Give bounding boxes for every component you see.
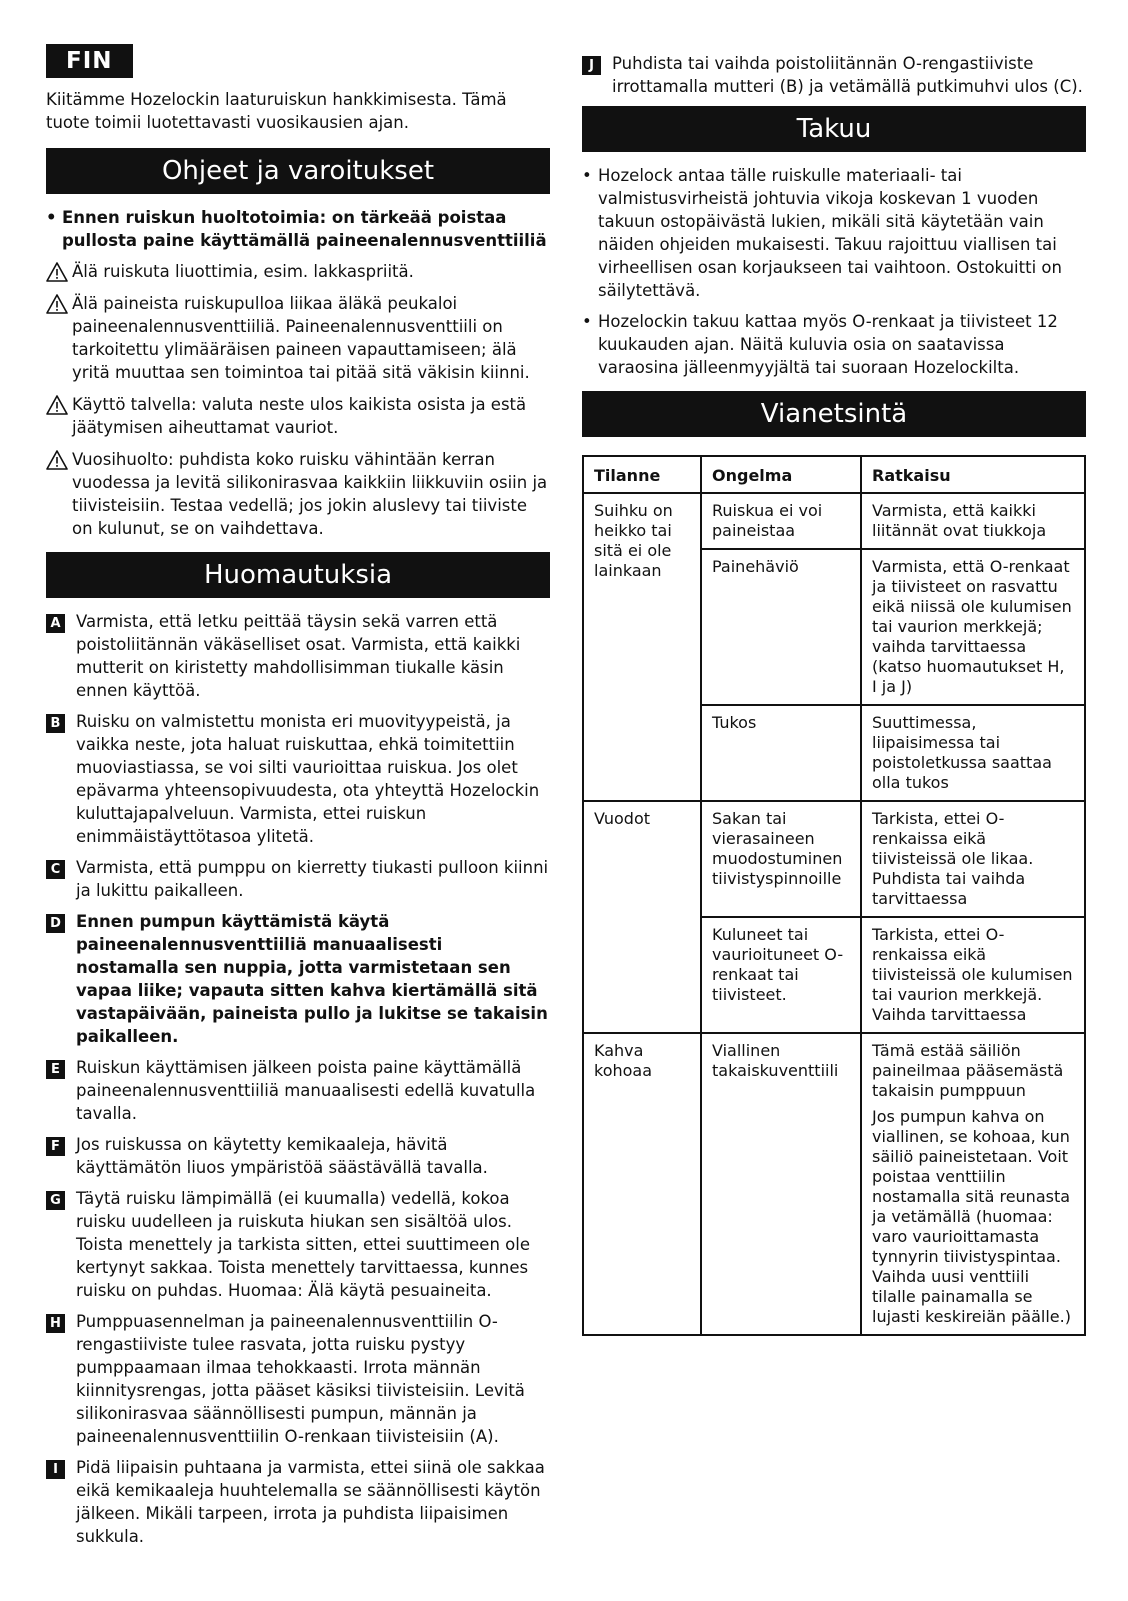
note-text: Täytä ruisku lämpimällä (ei kuumalla) vedellä, kokoa ruisku uudelleen ja ruiskuta hiukan sen sisältöä ulos. Toista menettely ja tarkista sitten, ettei suuttimeen ole kertynyt sakkaa. Toista menettely tarvittaessa, kunnes ruisku on puhdas. Huomaa: Älä käytä pesuaineita. bbox=[76, 1189, 530, 1300]
problem-cell: Kuluneet tai vaurioituneet O-renkaat tai tiivisteet. bbox=[701, 917, 861, 1033]
note-text: Jos ruiskussa on käytetty kemikaaleja, hävitä käyttämätön liuos ympäristöä säästävällä tavalla. bbox=[76, 1135, 488, 1177]
situation-cell: Kahva kohoaa bbox=[583, 1033, 701, 1335]
warning-text: Vuosihuolto: puhdista koko ruisku vähintään kerran vuodessa ja levitä silikonirasvaa kaikkiin liikkuviin osiin ja tiivisteisiin. Testaa vedellä; jos jokin aluslevy tai tiiviste on kulunut, se on vaihdettava. bbox=[72, 450, 548, 538]
warning-triangle-icon bbox=[46, 395, 68, 415]
note-item-j bbox=[582, 52, 1086, 98]
section-title-troubleshooting: Vianetsintä bbox=[582, 391, 1086, 437]
section-title-notes: Huomautuksia bbox=[46, 552, 550, 598]
problem-cell: Viallinen takaiskuventtiili bbox=[701, 1033, 861, 1335]
note-text: Ennen pumpun käyttämistä käytä paineenalennusventtiiliä manuaalisesti nostamalla sen nuppia, jotta varmistetaan sen vapaa liike; vapauta sitten kahva kiertämällä sitä vastapäivään, paineista pullo ja lukitse se takaisin paikalleen. bbox=[76, 912, 548, 1046]
column-header-solution: Ratkaisu bbox=[861, 456, 1085, 493]
column-header-situation: Tilanne bbox=[583, 456, 701, 493]
note-letter: F bbox=[46, 1137, 65, 1156]
note-text: Varmista, että letku peittää täysin sekä varren että poistoliitännän väkäselliset osat. Varmista, että kaikki mutterit on kiristetty mahdollisimman tiukalle käsin ennen käyttöä. bbox=[76, 612, 521, 700]
note-text: Pumppuasennelman ja paineenalennusventtiilin O-rengastiiviste tulee rasvata, jotta ruisku pystyy pumppaamaan ilmaa tehokkaasti. Irrota männän kiinnitysrengas, jotta pääset käsiksi tiivisteisiin. Levitä silikonirasvaa säännöllisesti pumpun, männän ja paineenalennusventtiilin O-renkaan tiivisteisiin (A). bbox=[76, 1312, 525, 1446]
note-item-h bbox=[46, 1310, 550, 1448]
column-header-problem: Ongelma bbox=[701, 456, 861, 493]
note-item-b bbox=[46, 710, 550, 848]
section-title-instructions: Ohjeet ja varoitukset bbox=[46, 148, 550, 194]
problem-cell: Ruiskua ei voi paineistaa bbox=[701, 493, 861, 549]
warning-text: Käyttö talvella: valuta neste ulos kaikista osista ja estä jäätymisen aiheuttamat vauriot. bbox=[72, 395, 527, 437]
note-letter: E bbox=[46, 1060, 65, 1079]
note-item-e bbox=[46, 1056, 550, 1125]
left-column bbox=[46, 44, 550, 1556]
right-column bbox=[582, 52, 1086, 1336]
warning-text: Älä ruiskuta liuottimia, esim. lakkaspriitä. bbox=[72, 262, 414, 281]
intro-text: Kiitämme Hozelockin laaturuiskun hankkimisesta. Tämä tuote toimii luotettavasti vuosikausien ajan. bbox=[46, 90, 507, 132]
solution-text: Tämä estää säiliön paineilmaa pääsemästä takaisin pumppuun bbox=[872, 1041, 1064, 1100]
note-text: Ruiskun käyttämisen jälkeen poista paine käyttämällä paineenalennusventtiiliä manuaalisesti edellä kuvatulla tavalla. bbox=[76, 1058, 536, 1123]
note-item-g bbox=[46, 1187, 550, 1302]
instruction-bullet: • Ennen ruiskun huoltotoimia: on tärkeää poistaa pullosta paine käyttämällä paineenalennusventtiiliä bbox=[46, 206, 550, 252]
warning-text: Älä paineista ruiskupulloa liikaa äläkä peukaloi paineenalennusventtiiliä. Paineenalennusventtiili on tarkoitettu ylimääräisen paineen vapauttamiseen; älä yritä muuttaa sen toimintoa tai pitää sitä väkisin kiinni. bbox=[72, 294, 530, 382]
solution-cell: Tarkista, ettei O-renkaissa eikä tiivisteissä ole kulumisen tai vaurion merkkejä. Vaihda tarvittaessa bbox=[861, 917, 1085, 1033]
note-letter: G bbox=[46, 1191, 65, 1210]
section-title-warranty: Takuu bbox=[582, 106, 1086, 152]
table-row bbox=[583, 801, 1085, 917]
note-text: Varmista, että pumppu on kierretty tiukasti pulloon kiinni ja lukittu paikalleen. bbox=[76, 858, 549, 900]
note-item-a bbox=[46, 610, 550, 702]
solution-cell: Suuttimessa, liipaisimessa tai poistoletkussa saattaa olla tukos bbox=[861, 705, 1085, 801]
situation-cell: Suihku on heikko tai sitä ei ole lainkaan bbox=[583, 493, 701, 801]
warning-item bbox=[46, 260, 550, 283]
note-text: Puhdista tai vaihda poistoliitännän O-rengastiiviste irrottamalla mutteri (B) ja vetämällä putkimuhvi ulos (C). bbox=[612, 54, 1083, 96]
solution-cell: Varmista, että O-renkaat ja tiivisteet on rasvattu eikä niissä ole kulumisen tai vaurion merkkejä; vaihda tarvittaessa (katso huomautukset H, I ja J) bbox=[861, 549, 1085, 705]
warning-triangle-icon bbox=[46, 262, 68, 282]
note-text: Pidä liipaisin puhtaana ja varmista, ettei siinä ole sakkaa eikä kemikaaleja huuhtelemalla se säännöllisesti käytön jälkeen. Mikäli tarpeen, irrota ja puhdista liipaisimen sukkula. bbox=[76, 1458, 545, 1546]
note-item-f bbox=[46, 1133, 550, 1179]
troubleshooting-table bbox=[582, 455, 1086, 1336]
note-item-i bbox=[46, 1456, 550, 1548]
table-row bbox=[583, 1033, 1085, 1335]
problem-cell: Sakan tai vierasaineen muodostuminen tiivistyspinnoille bbox=[701, 801, 861, 917]
note-text: Ruisku on valmistettu monista eri muovityypeistä, ja vaikka neste, jota haluat ruiskuttaa, ehkä toimitettiin muoviastiassa, se voi silti vaurioittaa ruiskua. Jos olet epävarma yhteensopivuudesta, ota yhteyttä Hozelockin kuluttajapalveluun. Varmista, ettei ruiskun enimmäistäyttötasoa ylitetä. bbox=[76, 712, 540, 846]
solution-cell: Varmista, että kaikki liitännät ovat tiukkoja bbox=[861, 493, 1085, 549]
warning-triangle-icon bbox=[46, 294, 68, 314]
note-letter: I bbox=[46, 1460, 65, 1479]
note-letter: A bbox=[46, 614, 65, 633]
warranty-item: • Hozelock antaa tälle ruiskulle materiaali- tai valmistusvirheistä johtuvia vikoja koskevan 1 vuoden takuun ostopäivästä lukien, mikäli sitä käytetään vain näiden ohjeiden mukaisesti. Takuu rajoittuu viallisen tai virheellisen osan korjaukseen tai vaihtoon. Ostokuitti on säilytettävä. bbox=[582, 164, 1086, 302]
note-letter: D bbox=[46, 914, 65, 933]
note-item-c bbox=[46, 856, 550, 902]
note-letter: B bbox=[46, 714, 65, 733]
language-badge: FIN bbox=[46, 44, 133, 78]
note-letter: C bbox=[46, 860, 65, 879]
warranty-item: • Hozelockin takuu kattaa myös O-renkaat ja tiivisteet 12 kuukauden ajan. Näitä kuluvia osia on saatavissa varaosina jälleenmyyjältä tai suoraan Hozelockilta. bbox=[582, 310, 1086, 379]
table-header-row bbox=[583, 456, 1085, 493]
solution-cell: Tarkista, ettei O-renkaissa eikä tiivisteissä ole likaa. Puhdista tai vaihda tarvittaessa bbox=[861, 801, 1085, 917]
problem-cell: Painehäviö bbox=[701, 549, 861, 705]
warning-item bbox=[46, 448, 550, 540]
table-row bbox=[583, 493, 1085, 549]
problem-cell: Tukos bbox=[701, 705, 861, 801]
solution-cell bbox=[861, 1033, 1085, 1335]
note-item-d bbox=[46, 910, 550, 1048]
warning-triangle-icon bbox=[46, 450, 68, 470]
note-letter: H bbox=[46, 1314, 65, 1333]
warning-item bbox=[46, 292, 550, 384]
situation-cell: Vuodot bbox=[583, 801, 701, 1033]
warning-item bbox=[46, 393, 550, 439]
note-letter: J bbox=[582, 56, 601, 75]
solution-extra-text: Jos pumpun kahva on viallinen, se kohoaa, kun säiliö paineistetaan. Voit poistaa venttiilin nostamalla sitä reunasta ja vetämällä (huomaa: varo vaurioittamasta tynnyrin tiivistyspintaa. Vaihda uusi venttiili tilalle painamalla se lujasti keskireiän päälle.) bbox=[872, 1107, 1071, 1326]
